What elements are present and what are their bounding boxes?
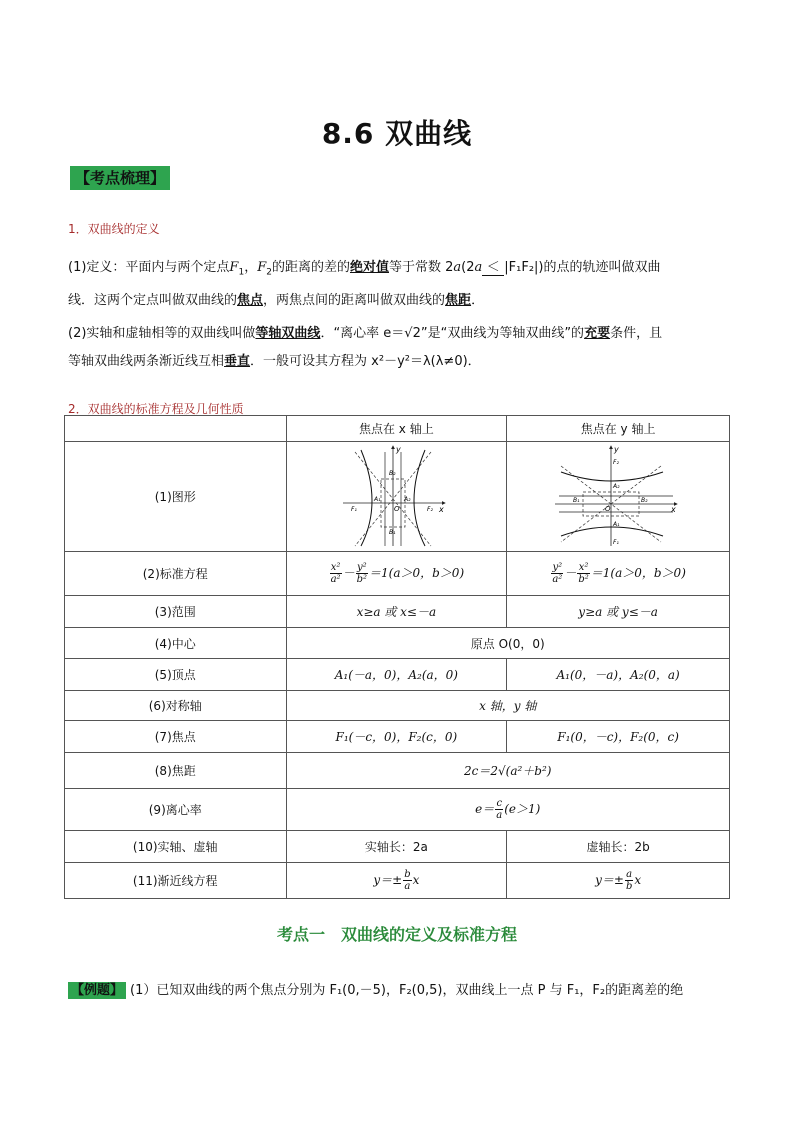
label-A2: A₂	[404, 496, 411, 503]
table-row	[65, 416, 730, 442]
asymptote-y: y＝± $\frac{a}{b}$ x	[507, 863, 730, 899]
range-y: y≥a 或 y≤－a	[507, 596, 730, 628]
table-row	[65, 721, 730, 753]
example-line	[68, 980, 748, 1002]
hyperbola-y-graph	[553, 442, 683, 548]
row-label-sym: (6)对称轴	[65, 691, 287, 721]
label-A2: A₂	[613, 483, 620, 490]
foci-x: F₁(－c，0)，F₂(c，0)	[286, 721, 507, 753]
row-label-vertex: (5)顶点	[65, 659, 287, 691]
heading-properties: 2．双曲线的标准方程及几何性质	[68, 402, 244, 416]
row-label-ecc: (9)离心率	[65, 789, 287, 831]
row-label-axes: (10)实轴、虚轴	[65, 831, 287, 863]
label-origin: O	[605, 505, 611, 513]
row-label-graph: (1)图形	[65, 442, 287, 552]
row-label-center: (4)中心	[65, 628, 287, 659]
definition-paragraph-2: (2)实轴和虚轴相等的双曲线叫做等轴双曲线．“离心率 e＝√2”是“双曲线为等轴双曲线”的充要条件，且 等轴双曲线两条渐近线互相垂直．一般可设其方程为 x²－y²＝λ(λ≠0)．	[68, 326, 663, 369]
properties-table	[64, 415, 730, 899]
hyperbola-x-graph	[341, 442, 451, 548]
blank-lt: ＜	[482, 261, 504, 276]
vertex-y: A₁(0，－a)，A₂(0，a)	[507, 659, 730, 691]
row-label-range: (3)范围	[65, 596, 287, 628]
label-B2: B₂	[641, 497, 648, 504]
axis-label-y: y	[396, 445, 402, 454]
table-row	[65, 552, 730, 596]
label-F2: F₂	[613, 459, 619, 466]
center-value: 原点 O(0，0)	[286, 628, 730, 659]
definition-paragraph-1: (1)定义：平面内与两个定点$F_1$，$F_2$的距离的差的绝对值等于常数 2a(2a ＜ |F₁F₂|)的点的轨迹叫做双曲 线．这两个定点叫做双曲线的焦点，两焦点间的距离叫做双曲线的焦距．	[68, 260, 661, 308]
range-x: x≥a 或 x≤－a	[286, 596, 507, 628]
label-B2: B₂	[389, 470, 396, 477]
foci-y: F₁(0，－c)，F₂(0，c)	[507, 721, 730, 753]
label-B1: B₁	[573, 497, 580, 504]
label-A1: A₁	[613, 521, 620, 528]
keyword-equi: 等轴双曲线	[255, 326, 321, 341]
section-tag: 【考点梳理】	[70, 166, 170, 190]
table-row	[65, 753, 730, 789]
heading-definition: 1．双曲线的定义	[68, 222, 160, 236]
table-row	[65, 659, 730, 691]
keyword-focal: 焦距	[445, 292, 472, 308]
table-row	[65, 628, 730, 659]
example-tag: 【例题】	[68, 982, 126, 999]
row-label-foci: (7)焦点	[65, 721, 287, 753]
table-row	[65, 442, 730, 552]
keyword-suff: 充要	[584, 326, 611, 341]
vertex-x: A₁(－a，0)，A₂(a，0)	[286, 659, 507, 691]
label-F2: F₂	[427, 506, 434, 513]
label-F1: F₁	[613, 539, 619, 546]
label-B1: B₁	[389, 529, 396, 536]
keyword-focus: 焦点	[237, 292, 264, 308]
keyword-perp: 垂直	[224, 354, 251, 369]
table-row	[65, 596, 730, 628]
col-header-y: 焦点在 y 轴上	[507, 416, 730, 442]
real-axis: 实轴长：2a	[286, 831, 507, 863]
row-label-std: (2)标准方程	[65, 552, 287, 596]
asymptote-x: y＝± $\frac{b}{a}$ x	[286, 863, 507, 899]
eccentricity: e＝ $\frac{c}{a}$ (e＞1)	[286, 789, 730, 831]
row-label-asym: (11)渐近线方程	[65, 863, 287, 899]
kaodian-heading: 考点一 双曲线的定义及标准方程	[276, 925, 517, 944]
table-row	[65, 691, 730, 721]
col-header-x: 焦点在 x 轴上	[286, 416, 507, 442]
axis-label-x: x	[671, 505, 676, 514]
table-row	[65, 789, 730, 831]
graph-y-cell	[507, 442, 730, 552]
table-row	[65, 831, 730, 863]
label-F1: F₁	[351, 506, 358, 513]
axis-label-y: y	[614, 445, 619, 454]
std-equation-y: $\frac{\text{y²}}{\text{a²}}$ － $\frac{\text{x²}}{\text{b²}}$ ＝1(a＞0，b＞0)	[507, 552, 730, 596]
example-text: (1）已知双曲线的两个焦点分别为 F₁(0,－5)，F₂(0,5)，双曲线上一点 P 与 F₁，F₂的距离差的绝	[130, 983, 684, 998]
label-origin: O	[394, 505, 400, 513]
label-A1: A₁	[374, 496, 381, 503]
focal-distance: 2c＝2√(a²＋b²)	[286, 753, 730, 789]
graph-x-cell	[286, 442, 507, 552]
sym-value: x 轴，y 轴	[286, 691, 730, 721]
page-title: 8.6 双曲线	[321, 117, 473, 150]
row-label-fd: (8)焦距	[65, 753, 287, 789]
std-equation-x: $\frac{\text{x²}}{\text{a²}}$ － $\frac{\text{y²}}{\text{b²}}$ ＝1(a＞0，b＞0)	[286, 552, 507, 596]
axis-label-x: x	[439, 505, 445, 514]
keyword-abs: 绝对值	[349, 260, 389, 275]
imag-axis: 虚轴长：2b	[507, 831, 730, 863]
table-row	[65, 863, 730, 899]
